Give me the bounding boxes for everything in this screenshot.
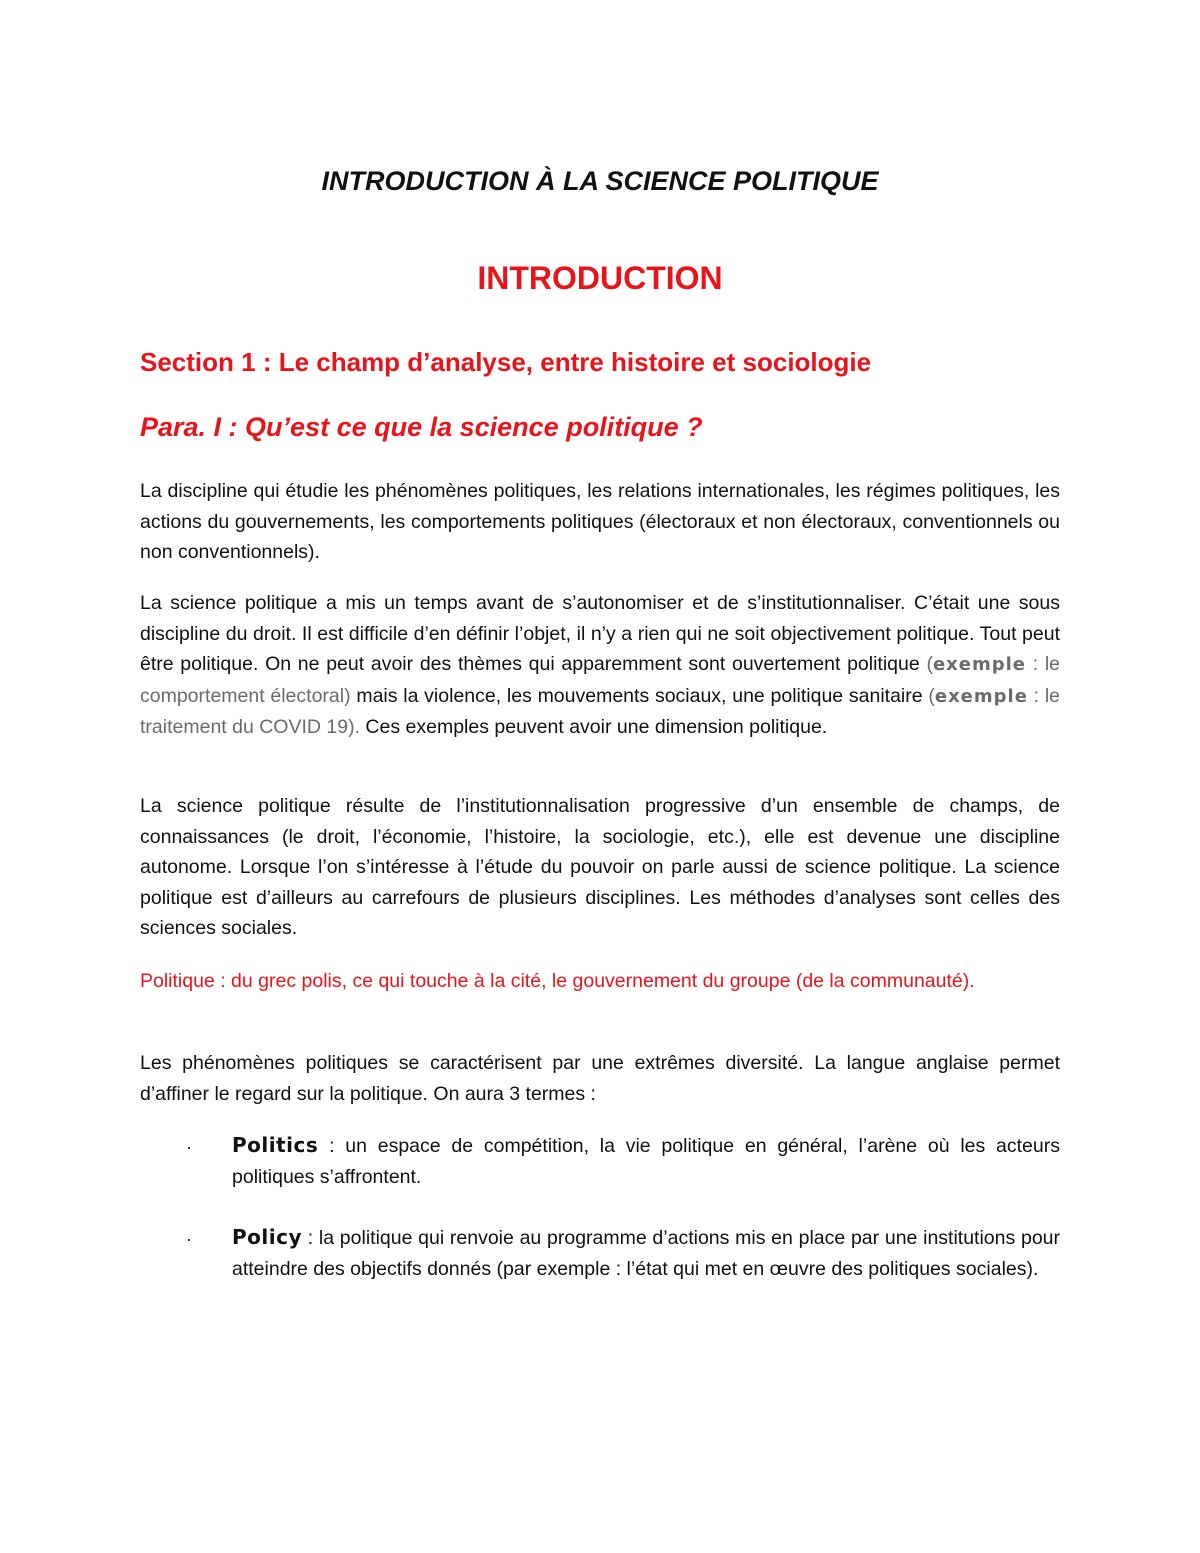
paragraph-politique-definition: Politique : du grec polis, ce qui touche à la cité, le gouvernement du groupe (de la communauté).: [140, 970, 975, 992]
paragraph-text: mais la violence, les mouvements sociaux, une politique sanitaire: [350, 684, 929, 707]
example-open-paren: (: [928, 684, 935, 707]
example-keyword: exemple: [932, 654, 1026, 676]
document-title: INTRODUCTION À LA SCIENCE POLITIQUE: [321, 166, 879, 196]
paragraph-text: La science politique a mis un temps avant de s’autonomiser et de s’institutionnaliser. C’était une sous discipline du droit. Il est difficile d’en définir l’objet, il n’y a rien qui ne soit objectivement politique. Tout peut être politique. On ne peut avoir des thèmes qui apparemment sont ouvertement politique: [140, 592, 1060, 676]
bullet-text: [232, 1130, 1060, 1192]
paragraph-definition: La discipline qui étudie les phénomènes politiques, les relations internationales, les régimes politiques, les actions du gouvernements, les comportements politiques (électoraux et non électoraux, conventionnels ou non conventionnels).: [140, 480, 1060, 564]
bullet-description: : un espace de compétition, la vie politique en général, l’arène où les acteurs politiques s’affrontent.: [232, 1135, 1060, 1188]
example-text: : le comportement électoral): [140, 653, 1061, 707]
bullet-description: : la politique qui renvoie au programme d’actions mis en place par une institutions pour atteindre des objectifs donnés (par exemple : l’état qui met en œuvre des politiques sociales).: [232, 1227, 1060, 1280]
paragraph-institutionalization: La science politique résulte de l’institutionnalisation progressive d’un ensemble de champs, de connaissances (le droit, l’économie, l’histoire, la sociologie, etc.), elle est devenue une discipline autonome. Lorsque l’on s’intéresse à l’étude du pouvoir on parle aussi de science politique. La science politique est d’ailleurs au carrefours de plusieurs disciplines. Les méthodes d’analyses sont celles des sciences sociales.: [140, 795, 1060, 940]
section-heading: Section 1 : Le champ d’analyse, entre histoire et sociologie: [140, 347, 872, 377]
example-open-paren: (: [926, 653, 933, 676]
bullet-term: Policy: [232, 1225, 303, 1249]
bullet-icon: ·: [186, 1229, 192, 1249]
bullet-icon: ·: [186, 1137, 192, 1157]
paragraph-heading: Para. I : Qu’est ce que la science politique ?: [140, 412, 703, 442]
bullet-term: Politics: [232, 1133, 319, 1157]
example-keyword: exemple: [934, 685, 1028, 707]
paragraph-phenomena: Les phénomènes politiques se caractérisent par une extrêmes diversité. La langue anglaise permet d’affiner le regard sur la politique. On aura 3 termes :: [140, 1052, 1060, 1105]
paragraph-text: Ces exemples peuvent avoir une dimension politique.: [360, 716, 828, 739]
paragraph-autonomy: [140, 588, 1060, 743]
chapter-heading: INTRODUCTION: [477, 260, 723, 296]
bullet-text: [232, 1222, 1060, 1284]
example-text: : le traitement du COVID 19).: [140, 684, 1060, 739]
